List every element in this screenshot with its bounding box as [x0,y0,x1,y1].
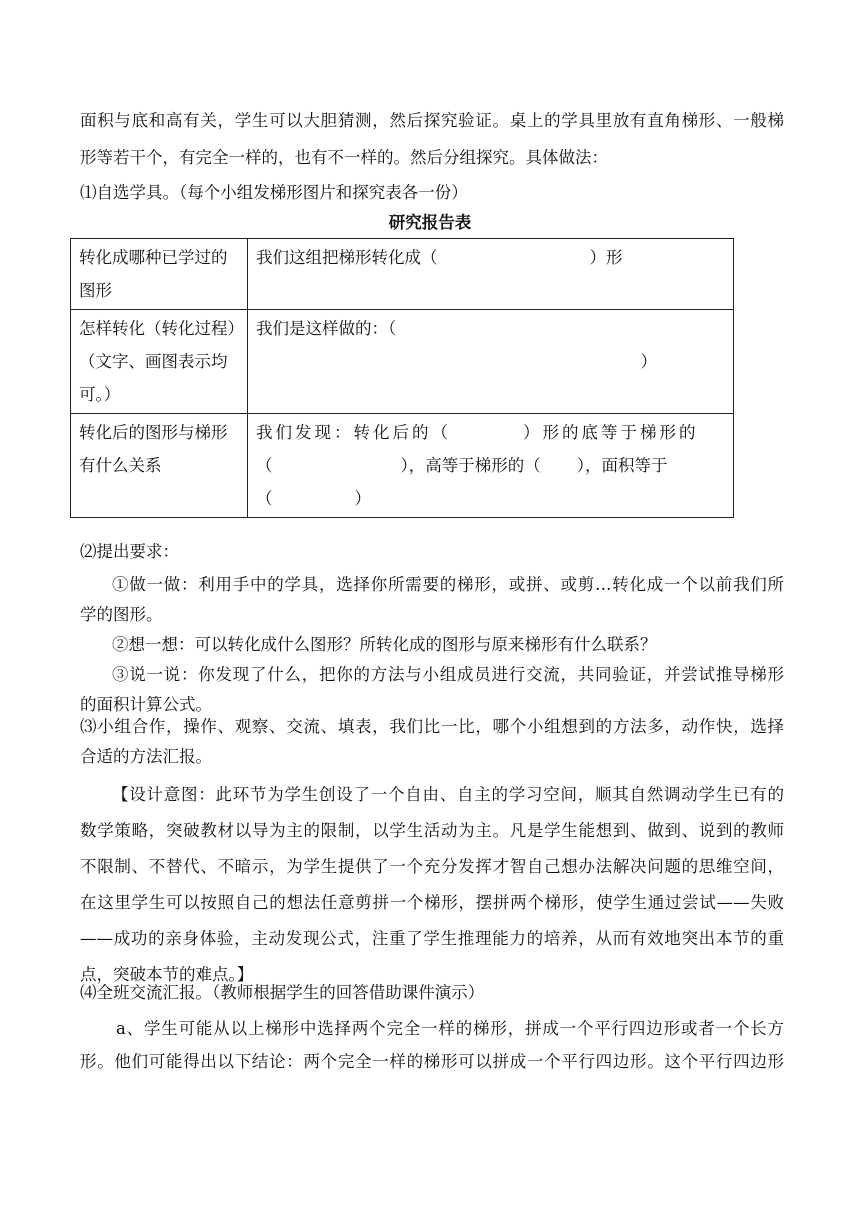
report-table [70,238,734,518]
design-intent-line6: 点，突破本节的难点。】 [80,965,254,984]
table-cell-label: 转化后的图形与梯形 有什么关系 [71,414,248,518]
table-cell-content: 我们发现：转化后的（ ）形的底等于梯形的 （ ），高等于梯形的（ ），面积等于 （ ） [248,414,734,518]
design-intent-line4: 在这里学生可以按照自己的想法任意剪拼一个梯形，摆拼两个梯形，使学生通过尝试——失败 [80,893,784,912]
table-cell-content: 我们是这样做的：（ ） [248,310,734,414]
table-row [71,239,734,310]
step2-item1-line1: ①做一做：利用手中的学具，选择你所需要的梯形，或拼、或剪…转化成一个以前我们所 [112,575,784,594]
step2-item3-line1: ③说一说：你发现了什么，把你的方法与小组成员进行交流，共同验证，并尝试推导梯形 [112,665,784,684]
design-intent-line2: 数学策略，突破教材以导为主的限制，以学生活动为主。凡是学生能想到、做到、说到的教师 [80,821,784,840]
design-intent-line3: 不限制、不替代、不暗示，为学生提供了一个充分发挥才智自己想办法解决问题的思维空间， [80,857,784,876]
design-intent-line5: ——成功的亲身体验，主动发现公式，注重了学生推理能力的培养，从而有效地突出本节的重 [80,929,784,948]
step1-heading: ⑴自选学具。（每个小组发梯形图片和探究表各一份） [80,183,468,202]
table-cell-label: 怎样转化（转化过程） （文字、画图表示均 可。） [71,310,248,414]
step2-item1-line2: 学的图形。 [80,605,163,624]
step2-item2: ②想一想：可以转化成什么图形？所转化成的图形与原来梯形有什么联系？ [112,635,657,654]
design-intent-line1: 【设计意图：此环节为学生创设了一个自由、自主的学习空间，顺其自然调动学生已有的 [112,785,784,804]
table-title: 研究报告表 [388,213,472,232]
step2-item3-line2: 的面积计算公式。 [80,695,212,714]
step3-line1: ⑶小组合作，操作、观察、交流、填表，我们比一比，哪个小组想到的方法多，动作快，选择 [80,717,784,736]
paragraph-a-line2: 形。他们可能得出以下结论：两个完全一样的梯形可以拼成一个平行四边形。这个平行四边形 [80,1052,784,1071]
step4-heading: ⑷全班交流汇报。（教师根据学生的回答借助课件演示） [80,983,485,1002]
step2-heading: ⑵提出要求： [80,542,179,561]
paragraph-intro-line1: 面积与底和高有关，学生可以大胆猜测，然后探究验证。桌上的学具里放有直角梯形、一般梯 [80,111,784,130]
table-cell-content: 我们这组把梯形转化成（ ）形 [248,239,734,310]
paragraph-intro-line2: 形等若干个，有完全一样的，也有不一样的。然后分组探究。具体做法： [80,148,608,167]
paragraph-a-line1: a、学生可能从以上梯形中选择两个完全一样的梯形，拼成一个平行四边形或者一个长方 [116,1019,784,1038]
table-cell-label: 转化成哪种已学过的 图形 [71,239,248,310]
step3-line2: 合适的方法汇报。 [80,747,212,766]
table-row [71,414,734,518]
table-row [71,310,734,414]
